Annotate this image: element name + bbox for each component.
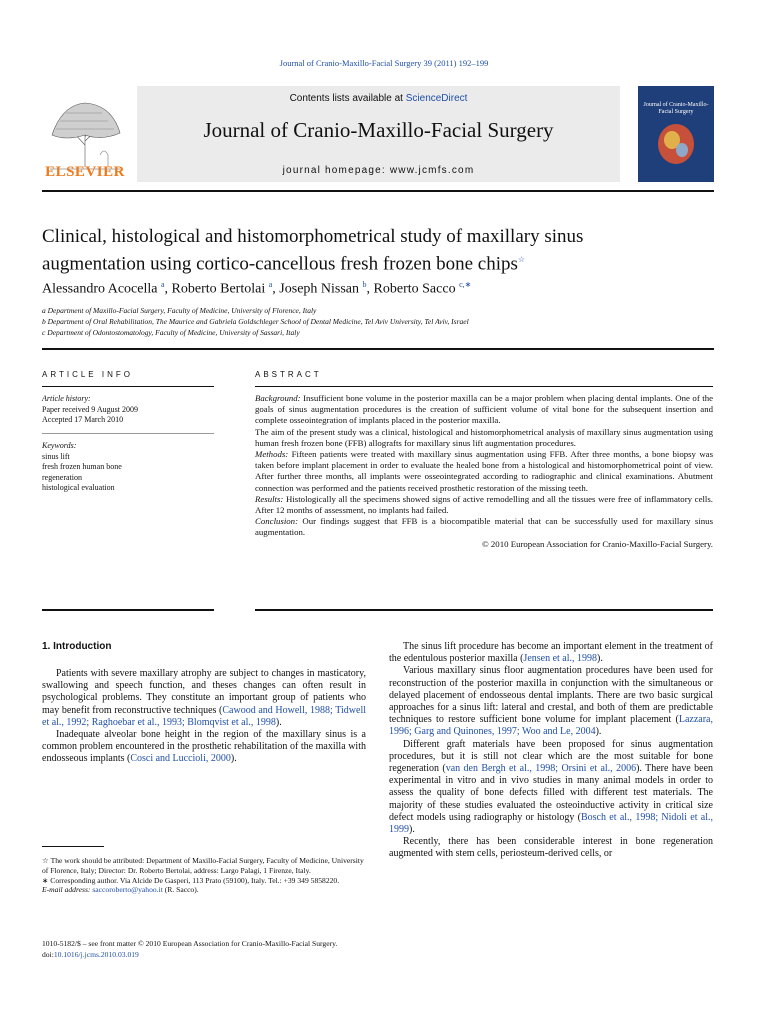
affiliation-b: b Department of Oral Rehabilitation, The Maurice and Gabriela Goldschleger School of Dental Medicine, Tel Aviv University, Tel Aviv, Israel — [42, 317, 469, 326]
author-affiliation-mark[interactable]: c,∗ — [459, 280, 472, 289]
doi-line: doi:10.1016/j.jcms.2010.03.019 — [42, 949, 139, 959]
front-matter-info — [42, 939, 542, 960]
citation-link[interactable]: Cawood and Howell, 1988; Tidwell et al., 1992; Raghoebar et al., 1993; Blomqvist et al., 1998 — [42, 704, 367, 728]
keyword: fresh frozen human bone — [42, 462, 122, 471]
abstract-aim: The aim of the present study was a clinical, histological and histomorphometrical analysis of maxillary sinus augmentation using human fresh frozen bone (FFB) allografts for maxillary sinus lift augmentation procedures. — [255, 426, 713, 448]
footnote-email: E-mail address: saccoroberto@yahoo.it (R. Sacco). — [42, 885, 199, 895]
paragraph: Different graft materials have been proposed for sinus augmentation procedures, but it is still not clear which are the most suitable for bone regeneration (van den Bergh et al., 1998; Orsini et al., 2006). There have been experimental in vitro and in vivo studies in many animal models in order to assess the quality of bone defects filled with different test materials. The majority of these studies evaluated the osteoinductive activity in critical size defect models using radiography or histology (Bosch et al., 1998; Nidoli et al., 1999). — [389, 738, 714, 836]
keywords-block — [42, 441, 214, 494]
author-name: Roberto Bertolai — [171, 281, 266, 297]
title-rule — [42, 348, 714, 350]
sciencedirect-link[interactable]: ScienceDirect — [405, 93, 468, 104]
paragraph: Patients with severe maxillary atrophy are subject to changes in masticatory, swallowing and speech function, and theses changes can often result in psychological problems. They constitute an important group of patients who may benefit from reconstructive techniques (Cawood and Howell, 1988; Tidwell et al., 1992; Raghoebar et al., 1993; Blomqvist et al., 1998). — [42, 668, 367, 728]
author-name: Roberto Sacco — [373, 281, 456, 297]
author-list: Alessandro Acocella $^a$, Roberto Bertolai $^a$, Joseph Nissan $^b$, Roberto Sacco $^{c,∗}$ — [42, 280, 472, 297]
accepted-date: Accepted 17 March 2010 — [42, 415, 124, 424]
cover-title: Journal of Cranio-Maxillo-Facial Surgery — [643, 102, 709, 115]
header-rule — [42, 190, 714, 192]
article-info-heading: ARTICLE INFO — [42, 370, 133, 379]
paragraph: The sinus lift procedure has become an important element in the treatment of the edentulous posterior maxilla (Jensen et al., 1998). — [389, 641, 713, 665]
section-heading: 1. Introduction — [42, 641, 112, 652]
abstract-methods: Methods: Fifteen patients were treated with maxillary sinus augmentation using FFB. After three months, a bone biopsy was taken before implant placement in order to evaluate the healed bone from a histological and histomorphometrical point of view. After further three months, all implants were osseointegrated according to radiographic and clinical examinations. Abutment connection was performed and the patients received prosthetic restoration of the missing teeth. — [255, 449, 713, 493]
received-date: Paper received 9 August 2009 — [42, 404, 138, 414]
paragraph: Inadequate alveolar bone height in the region of the maxillary sinus is a common problem encountered in the prosthetic rehabilitation of the maxilla with endosseous implants (Cosci and Luccioli, 2000). — [42, 729, 366, 765]
contents-prefix: Contents lists available at — [289, 93, 406, 104]
article-title — [42, 225, 682, 275]
abstract-heading: ABSTRACT — [255, 370, 322, 379]
info-rule — [42, 386, 214, 387]
doi-link[interactable]: 10.1016/j.jcms.2010.03.019 — [53, 949, 139, 959]
keyword: regeneration — [42, 472, 82, 482]
publisher-wordmark: ELSEVIER — [45, 164, 125, 180]
paragraph: Recently, there has been considerable interest in bone regeneration augmented with stem cells, periosteum-derived cells, or — [389, 836, 713, 860]
citation-link[interactable]: Jensen et al., 1998 — [523, 653, 598, 665]
right-column — [389, 641, 713, 861]
abstract-results: Results: Histologically all the specimens showed signs of active remodelling and all the tissues were free of inflammatory cells. After 12 months of assessment, no implants had failed. — [255, 493, 713, 516]
journal-citation[interactable]: Journal of Cranio-Maxillo-Facial Surgery 39 (2011) 192–199 — [279, 58, 489, 68]
abstract-conclusion: Conclusion: Our findings suggest that FFB is a biocompatible material that can be successfully used for maxillary sinus augmentation. — [255, 516, 713, 538]
footnotes — [42, 856, 366, 895]
footnote-corresponding: ∗ Corresponding author. Via Alcide De Gasperi, 113 Prato (59100), Italy. Tel.: +39 349 5858220. — [42, 875, 340, 885]
keywords-label: Keywords: — [42, 441, 77, 450]
title-line-1: Clinical, histological and histomorphometrical study of maxillary sinus — [42, 226, 584, 247]
contents-availability — [137, 93, 620, 104]
keyword: histological evaluation — [42, 483, 115, 492]
info-rule — [42, 609, 214, 611]
author-affiliation-mark[interactable]: b — [362, 280, 367, 289]
citation-link[interactable]: Lazzara, 1996; Garg and Quinones, 1997; Woo and Le, 2004 — [389, 714, 713, 738]
article-history — [42, 394, 214, 426]
abstract-rule — [255, 386, 713, 387]
title-line-2: augmentation using cortico-cancellous fresh frozen bone chips☆ — [42, 253, 526, 275]
footnote-attribution: ☆ The work should be attributed: Department of Maxillo-Facial Surgery, Faculty of Medicine, University of Florence, Italy; Director: Dr. Roberto Bertolai, address: Largo Palagi, 1 Firenze, Italy. — [42, 856, 364, 875]
abstract-rule — [255, 609, 713, 611]
affiliation-a: a Department of Maxillo-Facial Surgery, Faculty of Medicine, University of Florence, Italy — [42, 306, 317, 315]
abstract-body — [255, 393, 713, 550]
journal-name: Journal of Cranio-Maxillo-Facial Surgery — [203, 118, 554, 142]
journal-cover-image — [638, 86, 714, 182]
abstract-background: Background: Insufficient bone volume in the posterior maxilla can be a major problem when placing dental implants. One of the goals of sinus augmentation procedures is the creation of sufficient volume of vital bone for the subsequent insertion and complete osseointegration of implants placed in the posterior maxilla. — [255, 393, 713, 426]
citation-link[interactable]: van den Bergh et al., 1998; Orsini et al., 2006 — [445, 763, 637, 775]
info-rule — [42, 433, 214, 434]
author-affiliation-mark[interactable]: a — [160, 280, 165, 289]
paragraph: Various maxillary sinus floor augmentation procedures have been used for reconstruction of the posterior maxilla in conjunction with the simultaneous or delayed placement of endosseous dental implants. There are two basic surgical approaches for a sinus lift: lateral and crestal, and both of them are predictable techniques to restore sufficient bone volume for implant placement (Lazzara, 1996; Garg and Quinones, 1997; Woo and Le, 2004). — [389, 665, 713, 738]
journal-homepage[interactable]: journal homepage: www.jcmfs.com — [282, 165, 475, 176]
abstract-copyright: © 2010 European Association for Cranio-Maxillo-Facial Surgery. — [482, 538, 713, 549]
history-label: Article history: — [42, 394, 91, 403]
email-link[interactable]: saccoroberto@yahoo.it — [92, 885, 163, 895]
author-affiliation-mark[interactable]: a — [268, 280, 273, 289]
title-footnote-mark[interactable]: ☆ — [517, 255, 526, 264]
citation-link[interactable]: Cosci and Luccioli, 2000 — [130, 753, 231, 765]
citation-link[interactable]: Bosch et al., 1998; Nidoli et al., 1999 — [389, 811, 714, 836]
author-name: Joseph Nissan — [279, 281, 360, 297]
author-name: Alessandro Acocella — [42, 281, 158, 297]
cover-skull-illustration — [652, 120, 700, 172]
affiliation-c: c Department of Odontostomatology, Faculty of Medicine, University of Sassari, Italy — [42, 328, 300, 337]
left-column — [42, 668, 366, 766]
footnote-rule — [42, 846, 104, 847]
front-matter-line: 1010-5182/$ – see front matter © 2010 European Association for Cranio-Maxillo-Facial Surgery. — [42, 939, 338, 948]
keyword: sinus lift — [42, 451, 70, 461]
